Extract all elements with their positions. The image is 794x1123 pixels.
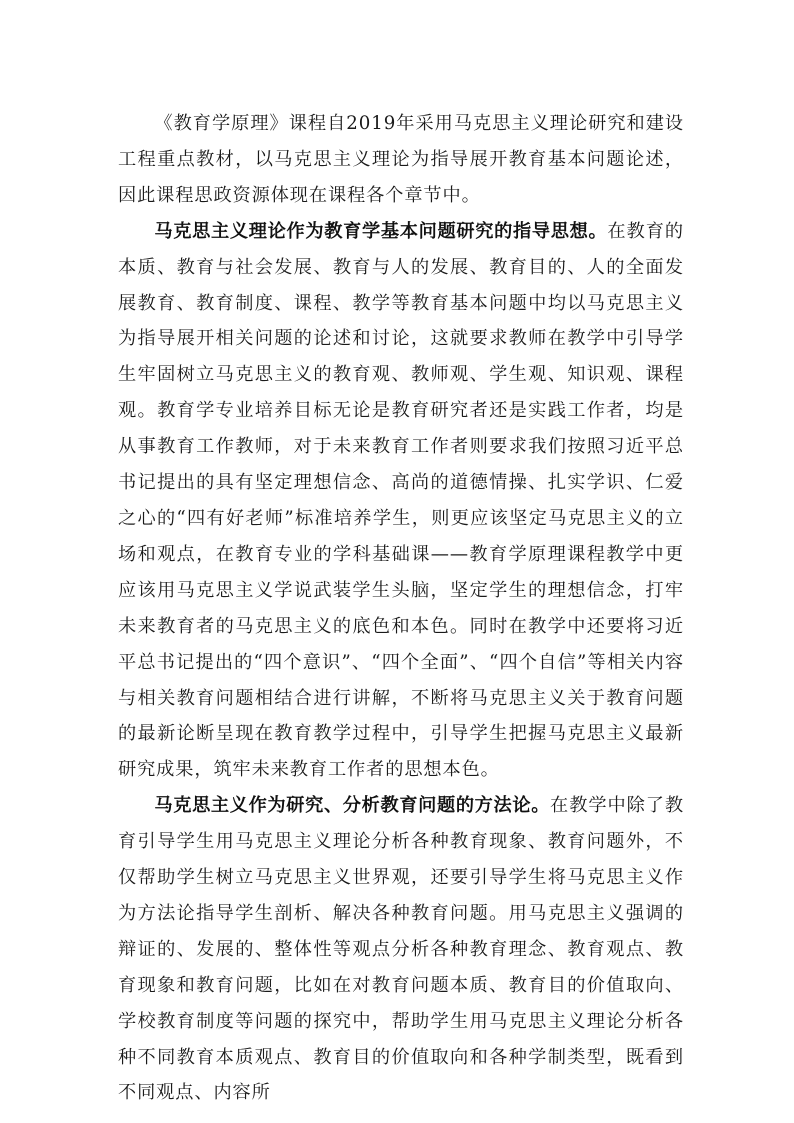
paragraph-methodology-text: 在教学中除了教育引导学生用马克思主义理论分析各种教育现象、教育问题外，不仅帮助学生树立马克思主义世界观，还要引导学生将马克思主义作为方法论指导学生剖析、解决各种教育问题。用马克思主义强调的辩证的、发展的、整体性等观点分析各种教育理念、教育观点、教育现象和教育问题，比如在对教育问题本质、教育目的价值取向、学校教育制度等问题的探究中，帮助学生用马克思主义理论分析各种不同教育本质观点、教育目的价值取向和各种学制类型，既看到不同观点、内容所 (118, 795, 684, 1104)
paragraph-guiding-thought-heading: 马克思主义理论作为教育学基本问题研究的指导思想。 (154, 220, 608, 242)
paragraph-intro-text: 《教育学原理》课程自2019年采用马克思主义理论研究和建设工程重点教材，以马克思主义理论为指导展开教育基本问题论述，因此课程思政资源体现在课程各个章节中。 (118, 113, 684, 206)
paragraph-methodology (118, 788, 684, 1111)
paragraph-intro (118, 106, 684, 214)
paragraph-guiding-thought-text: 在教育的本质、教育与社会发展、教育与人的发展、教育目的、人的全面发展教育、教育制度、课程、教学等教育基本问题中均以马克思主义为指导展开相关问题的论述和讨论，这就要求教师在教学中引导学生牢固树立马克思主义的教育观、教师观、学生观、知识观、课程观。教育学专业培养目标无论是教育研究者还是实践工作者，均是从事教育工作教师，对于未来教育工作者则要求我们按照习近平总书记提出的具有坚定理想信念、高尚的道德情操、扎实学识、仁爱之心的“四有好老师”标准培养学生，则更应该坚定马克思主义的立场和观点，在教育专业的学科基础课——教育学原理课程教学中更应该用马克思主义学说武装学生头脑，坚定学生的理想信念，打牢未来教育者的马克思主义的底色和本色。同时在教学中还要将习近平总书记提出的“四个意识”、“四个全面”、“四个自信”等相关内容与相关教育问题相结合进行讲解，不断将马克思主义关于教育问题的最新论断呈现在教育教学过程中，引导学生把握马克思主义最新研究成果，筑牢未来教育工作者的思想本色。 (118, 220, 684, 781)
document-body (118, 106, 684, 1111)
paragraph-methodology-heading: 马克思主义作为研究、分析教育问题的方法论。 (154, 795, 551, 817)
paragraph-guiding-thought (118, 214, 684, 789)
